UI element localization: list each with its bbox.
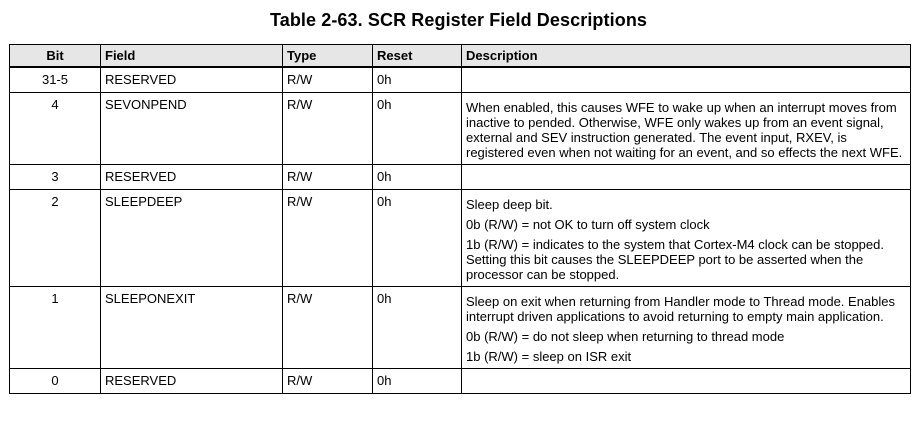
table-row — [10, 92, 911, 164]
cell-reset: 0h — [373, 92, 462, 164]
cell-field: RESERVED — [101, 368, 283, 393]
cell-field: SEVONPEND — [101, 92, 283, 164]
column-header-type: Type — [283, 45, 373, 67]
table-row — [10, 286, 911, 368]
cell-description — [462, 286, 911, 368]
description-paragraph: Sleep on exit when returning from Handler mode to Thread mode. Enables interrupt driven applications to avoid returning to empty main application. — [466, 293, 896, 324]
cell-description — [462, 368, 911, 393]
cell-description — [462, 164, 911, 189]
cell-bit: 3 — [10, 164, 101, 189]
description-paragraph: 0b (R/W) = not OK to turn off system clock — [466, 216, 710, 232]
cell-bit: 1 — [10, 286, 101, 368]
column-header-field: Field — [101, 45, 283, 67]
table-row — [10, 164, 911, 189]
cell-description — [462, 92, 911, 164]
description-paragraph: 1b (R/W) = sleep on ISR exit — [466, 348, 632, 364]
cell-reset: 0h — [373, 368, 462, 393]
table-header-row — [10, 45, 911, 67]
cell-type: R/W — [283, 189, 373, 286]
description-paragraph: When enabled, this causes WFE to wake up when an interrupt moves from inactive to pended. Otherwise, WFE only wakes up from an event signal, external and SEV instruction generated. The event input, RXEV, is registered even when not waiting for an event, and so effects the next WFE. — [466, 99, 903, 160]
cell-type: R/W — [283, 67, 373, 93]
table-title: Table 2-63. SCR Register Field Descriptions — [269, 10, 648, 30]
table-row — [10, 368, 911, 393]
cell-bit: 0 — [10, 368, 101, 393]
cell-reset: 0h — [373, 67, 462, 93]
table-row — [10, 67, 911, 93]
column-header-bit: Bit — [10, 45, 101, 67]
cell-bit: 31-5 — [10, 67, 101, 93]
cell-reset: 0h — [373, 164, 462, 189]
cell-type: R/W — [283, 286, 373, 368]
cell-type: R/W — [283, 92, 373, 164]
description-paragraph: 0b (R/W) = do not sleep when returning to thread mode — [466, 328, 785, 344]
table-row — [10, 189, 911, 286]
cell-field: SLEEPDEEP — [101, 189, 283, 286]
register-field-table — [9, 44, 911, 394]
column-header-description: Description — [462, 45, 911, 67]
description-paragraph: Sleep deep bit. — [466, 196, 553, 212]
cell-description — [462, 189, 911, 286]
cell-description — [462, 67, 911, 93]
cell-field: SLEEPONEXIT — [101, 286, 283, 368]
cell-type: R/W — [283, 368, 373, 393]
cell-bit: 4 — [10, 92, 101, 164]
cell-field: RESERVED — [101, 164, 283, 189]
cell-reset: 0h — [373, 189, 462, 286]
cell-field: RESERVED — [101, 67, 283, 93]
column-header-reset: Reset — [373, 45, 462, 67]
cell-bit: 2 — [10, 189, 101, 286]
description-paragraph: 1b (R/W) = indicates to the system that Cortex-M4 clock can be stopped. Setting this bit causes the SLEEPDEEP port to be asserted when the processor can be stopped. — [466, 236, 884, 282]
cell-type: R/W — [283, 164, 373, 189]
cell-reset: 0h — [373, 286, 462, 368]
